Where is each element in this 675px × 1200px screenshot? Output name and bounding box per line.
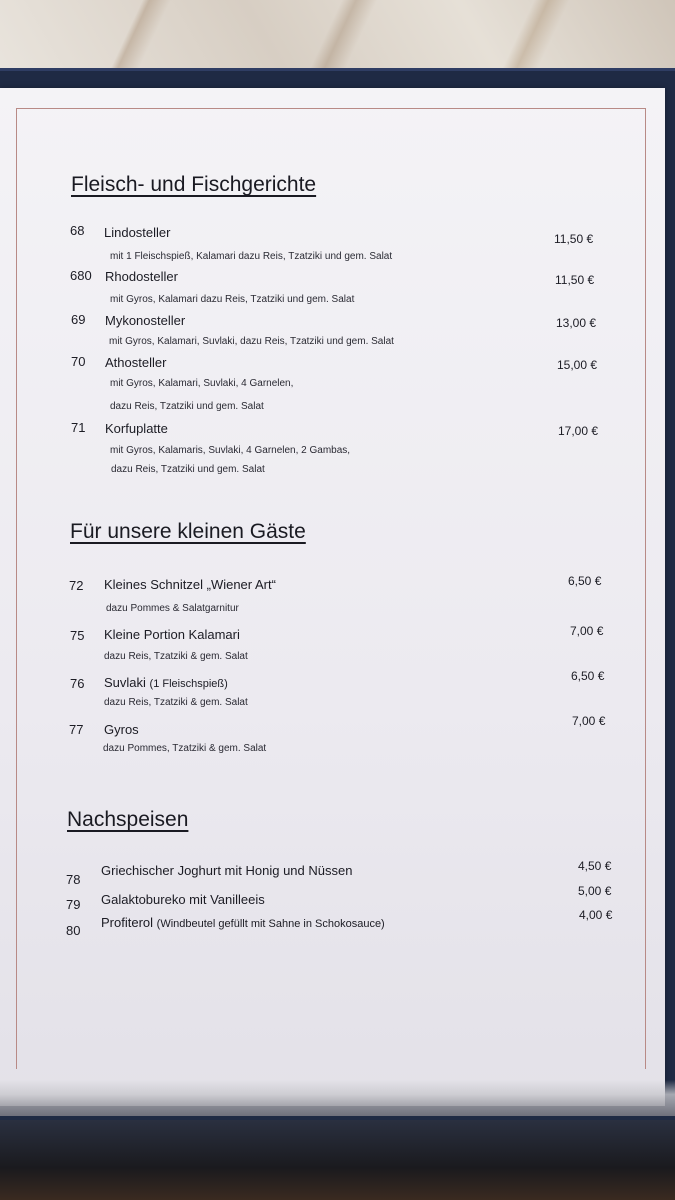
item-number: 69 <box>71 312 86 327</box>
item-name: Lindosteller <box>104 225 171 240</box>
item-name: Gyros <box>104 722 139 737</box>
item-price: 6,50 € <box>568 574 602 588</box>
item-number: 70 <box>71 354 86 369</box>
item-description: mit Gyros, Kalamari, Suvlaki, dazu Reis, Tzatziki und gem. Salat <box>109 336 394 347</box>
item-number: 71 <box>71 420 86 435</box>
item-description: mit Gyros, Kalamari, Suvlaki, 4 Garnelen, <box>110 378 294 389</box>
item-number: 76 <box>70 676 85 691</box>
item-name: Korfuplatte <box>105 421 168 436</box>
item-name: Griechischer Joghurt mit Honig und Nüssen <box>101 863 353 878</box>
item-number: 78 <box>66 872 81 887</box>
item-description: mit 1 Fleischspieß, Kalamari dazu Reis, Tzatziki und gem. Salat <box>110 251 393 262</box>
item-description: dazu Pommes & Salatgarnitur <box>106 603 239 614</box>
item-price: 15,00 € <box>557 358 598 372</box>
item-name: Athosteller <box>105 355 167 370</box>
item-name: Rhodosteller <box>105 269 178 284</box>
item-price: 7,00 € <box>570 624 604 638</box>
item-number: 79 <box>66 897 81 912</box>
item-price: 6,50 € <box>571 669 605 683</box>
item-price: 5,00 € <box>578 884 612 898</box>
item-description: dazu Reis, Tzatziki & gem. Salat <box>104 651 248 662</box>
item-number: 80 <box>66 923 81 938</box>
item-description: dazu Pommes, Tzatziki & gem. Salat <box>103 743 267 754</box>
section-title: Fleisch- und Fischgerichte <box>71 173 317 196</box>
item-description: mit Gyros, Kalamari dazu Reis, Tzatziki und gem. Salat <box>110 294 355 305</box>
item-name: Kleines Schnitzel „Wiener Art“ <box>104 577 276 592</box>
item-number: 77 <box>69 722 84 737</box>
item-number: 680 <box>70 268 92 283</box>
section-title: Für unsere kleinen Gäste <box>70 520 306 543</box>
item-name: Profiterol (Windbeutel gefüllt mit Sahne in Schokosauce) <box>101 915 385 930</box>
item-price: 17,00 € <box>558 424 599 438</box>
item-number: 68 <box>70 223 85 238</box>
item-description: dazu Reis, Tzatziki & gem. Salat <box>104 697 248 708</box>
section-title: Nachspeisen <box>67 808 189 831</box>
item-description: dazu Reis, Tzatziki und gem. Salat <box>111 464 265 475</box>
item-name: Galaktobureko mit Vanilleeis <box>101 892 265 907</box>
item-description: mit Gyros, Kalamaris, Suvlaki, 4 Garnelen, 2 Gambas, <box>110 445 351 456</box>
item-number: 75 <box>70 628 85 643</box>
item-price: 13,00 € <box>556 316 597 330</box>
item-name: Mykonosteller <box>105 313 186 328</box>
item-name-note: (1 Fleischspieß) <box>149 678 228 690</box>
item-price: 11,50 € <box>555 273 595 287</box>
item-name: Suvlaki (1 Fleischspieß) <box>104 675 228 690</box>
item-price: 7,00 € <box>572 714 606 728</box>
item-name-note: (Windbeutel gefüllt mit Sahne in Schokosauce) <box>156 918 385 930</box>
table-bottom <box>0 1120 675 1200</box>
item-price: 4,00 € <box>579 908 613 922</box>
plastic-sleeve <box>0 1080 675 1116</box>
item-price: 11,50 € <box>554 232 594 246</box>
item-name: Kleine Portion Kalamari <box>104 627 240 642</box>
item-description: dazu Reis, Tzatziki und gem. Salat <box>110 401 264 412</box>
item-price: 4,50 € <box>578 859 612 873</box>
item-number: 72 <box>69 578 84 593</box>
